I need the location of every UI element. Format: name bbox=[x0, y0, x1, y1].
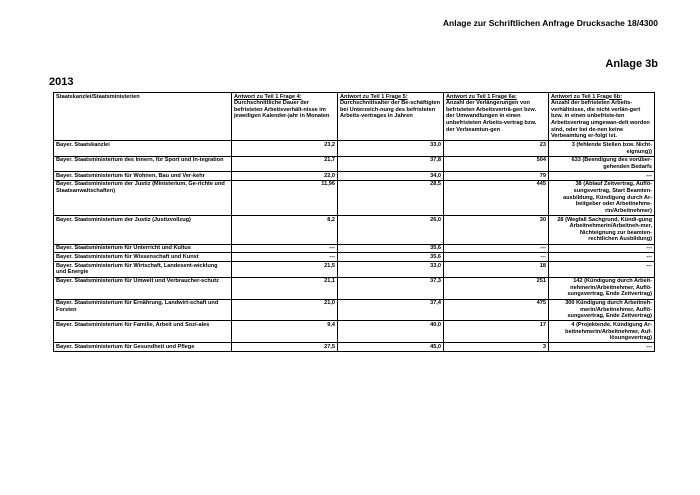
extensions-cell: 30 bbox=[444, 216, 549, 245]
table-row bbox=[54, 156, 655, 171]
table-row bbox=[54, 216, 655, 245]
extensions-cell: 445 bbox=[444, 180, 549, 215]
age-cell: 33,0 bbox=[338, 141, 444, 156]
ministry-name-cell: Bayer. Staatsministerium für Wirtschaft, Landesent-wicklung und Energie bbox=[54, 262, 232, 277]
ministry-name-cell: Bayer. Staatsministerium des Innern, für Sport und In-tegration bbox=[54, 156, 232, 171]
table-row bbox=[54, 262, 655, 277]
ministry-name-cell: Bayer. Staatsministerium für Familie, Arbeit und Sozi-ales bbox=[54, 321, 232, 343]
not-extended-cell: --- bbox=[549, 253, 655, 262]
table-row bbox=[54, 180, 655, 215]
not-extended-cell: 142 (Kündigung durch Arbeit-nehmerin/Arbeitnehmer, Auflö-sungsvertrag, Ende Zeitvertrag) bbox=[549, 277, 655, 299]
age-cell: 33,0 bbox=[338, 262, 444, 277]
duration-cell: 9,4 bbox=[232, 321, 338, 343]
ministry-name-cell: Bayer. Staatsministerium für Ernährung, Landwirt-schaft und Forsten bbox=[54, 299, 232, 321]
column-header-title: Antwort zu Teil 1 Frage 5: bbox=[340, 93, 408, 100]
table-row bbox=[54, 299, 655, 321]
duration-cell: --- bbox=[232, 244, 338, 253]
annex-label: Anlage 3b bbox=[605, 58, 658, 70]
document-header-title: Anlage zur Schriftlichen Anfrage Drucksache 18/4300 bbox=[442, 18, 658, 28]
not-extended-cell: 300 Kündigung durch Arbeitneh-merin/Arbeitnehmer, Auflö-sungsvertrag, Ende Zeitvertrag) bbox=[549, 299, 655, 321]
duration-cell: 21,0 bbox=[232, 299, 338, 321]
extensions-cell: 17 bbox=[444, 321, 549, 343]
table-row bbox=[54, 343, 655, 352]
not-extended-cell: 38 (Ablauf Zeitvertrag, Auflö-sungsvertrag, Start Beamten-ausbildung, Kündigung durch Ar-beitgeber oder Arbeitnehme-rin/Arbeitnehmer) bbox=[549, 180, 655, 215]
ministry-name-cell: Bayer. Staatskanzlei bbox=[54, 141, 232, 156]
column-header-text: Anzahl der Verlängerungen von befristeten Arbeitsverträ-gen bzw. der Umwandlungen in einen unbefristeten Arbeits-vertrag bzw. der Verbeamtun-gen bbox=[446, 100, 537, 133]
extensions-cell: 23 bbox=[444, 141, 549, 156]
age-cell: 26,0 bbox=[338, 216, 444, 245]
not-extended-cell: --- bbox=[549, 343, 655, 352]
column-header-ministry-label: Staatskanzlei/Staatsministerien bbox=[56, 93, 140, 100]
column-header-title: Antwort zu Teil 1 Frage 4: bbox=[234, 93, 302, 100]
column-header-text: Anzahl der befristeten Arbeits-verhältnisse, die nicht verlän-gert bzw. in einen unbefriste-ten Arbeitsvertrag umgewan-delt worden sind, oder bei de-nen keine Verbeamtung er-folgt ist. bbox=[551, 100, 650, 140]
data-table bbox=[53, 92, 655, 352]
ministry-name-cell: Bayer. Staatsministerium der Justiz (Justizvollzug) bbox=[54, 216, 232, 245]
ministry-name-cell: Bayer. Staatsministerium für Wohnen, Bau und Ver-kehr bbox=[54, 172, 232, 181]
age-cell: 40,0 bbox=[338, 321, 444, 343]
duration-cell: --- bbox=[232, 253, 338, 262]
age-cell: 37,4 bbox=[338, 299, 444, 321]
extensions-cell: --- bbox=[444, 253, 549, 262]
table-row bbox=[54, 141, 655, 156]
table-row bbox=[54, 253, 655, 262]
table-row bbox=[54, 244, 655, 253]
extensions-cell: 18 bbox=[444, 262, 549, 277]
not-extended-cell: --- bbox=[549, 262, 655, 277]
age-cell: 37,3 bbox=[338, 277, 444, 299]
not-extended-cell: 633 (Beendigung des vorüber-gehenden Bedarfs bbox=[549, 156, 655, 171]
duration-cell: 23,2 bbox=[232, 141, 338, 156]
extensions-cell: 79 bbox=[444, 172, 549, 181]
ministry-name-cell: Bayer. Staatsministerium der Justiz (Ministerium, Ge-richte und Staatsanwaltschaften) bbox=[54, 180, 232, 215]
ministry-name-cell: Bayer. Staatsministerium für Gesundheit und Pflege bbox=[54, 343, 232, 352]
age-cell: 28,5 bbox=[338, 180, 444, 215]
age-cell: 35,6 bbox=[338, 253, 444, 262]
ministry-name-cell: Bayer. Staatsministerium für Unterricht und Kultus bbox=[54, 244, 232, 253]
age-cell: 37,8 bbox=[338, 156, 444, 171]
column-header-text: Durchschnittliche Dauer der befristeten Arbeitsverhält-nisse im jeweiligen Kalender-jahr in Monaten bbox=[234, 100, 330, 120]
duration-cell: 21,5 bbox=[232, 262, 338, 277]
column-header-question-4 bbox=[232, 93, 338, 141]
duration-cell: 11,96 bbox=[232, 180, 338, 215]
table-header-row bbox=[54, 93, 655, 141]
not-extended-cell: 3 (fehlende Stellen bzw. Nicht-eignung)) bbox=[549, 141, 655, 156]
table-row bbox=[54, 321, 655, 343]
extensions-cell: 504 bbox=[444, 156, 549, 171]
extensions-cell: --- bbox=[444, 244, 549, 253]
column-header-question-5 bbox=[338, 93, 444, 141]
column-header-question-6b bbox=[549, 93, 655, 141]
age-cell: 35,6 bbox=[338, 244, 444, 253]
year-heading: 2013 bbox=[49, 76, 74, 88]
duration-cell: 21,7 bbox=[232, 156, 338, 171]
duration-cell: 27,5 bbox=[232, 343, 338, 352]
duration-cell: 22,0 bbox=[232, 172, 338, 181]
column-header-question-6a bbox=[444, 93, 549, 141]
column-header-title: Antwort zu Teil 1 Frage 6a: bbox=[446, 93, 517, 100]
duration-cell: 21,1 bbox=[232, 277, 338, 299]
not-extended-cell: --- bbox=[549, 244, 655, 253]
extensions-cell: 475 bbox=[444, 299, 549, 321]
age-cell: 45,0 bbox=[338, 343, 444, 352]
ministry-name-cell: Bayer. Staatsministerium für Wissenschaft und Kunst bbox=[54, 253, 232, 262]
table-row bbox=[54, 277, 655, 299]
column-header-title: Antwort zu Teil 1 Frage 6b: bbox=[551, 93, 623, 100]
not-extended-cell: --- bbox=[549, 172, 655, 181]
table-row bbox=[54, 172, 655, 181]
ministry-name-cell: Bayer. Staatsministerium für Umwelt und Verbraucher-schutz bbox=[54, 277, 232, 299]
duration-cell: 8,2 bbox=[232, 216, 338, 245]
not-extended-cell: 4 (Projektende, Kündigung Ar-beitnehmerin/Arbeitnehmer, Auf-lösungsvertrag) bbox=[549, 321, 655, 343]
column-header-ministry bbox=[54, 93, 232, 141]
not-extended-cell: 28 (Wegfall Sachgrund, Kündi-gung Arbeitnehmerin/Arbeitneh-mer, Nichteignung zur beamten-rechtlichen Ausbildung) bbox=[549, 216, 655, 245]
column-header-text: Durchschnittsalter der Be-schäftigten bei Unterzeich-nung des befristeten Arbeits-vertrages in Jahren bbox=[340, 100, 441, 120]
age-cell: 34,0 bbox=[338, 172, 444, 181]
extensions-cell: 3 bbox=[444, 343, 549, 352]
extensions-cell: 251 bbox=[444, 277, 549, 299]
